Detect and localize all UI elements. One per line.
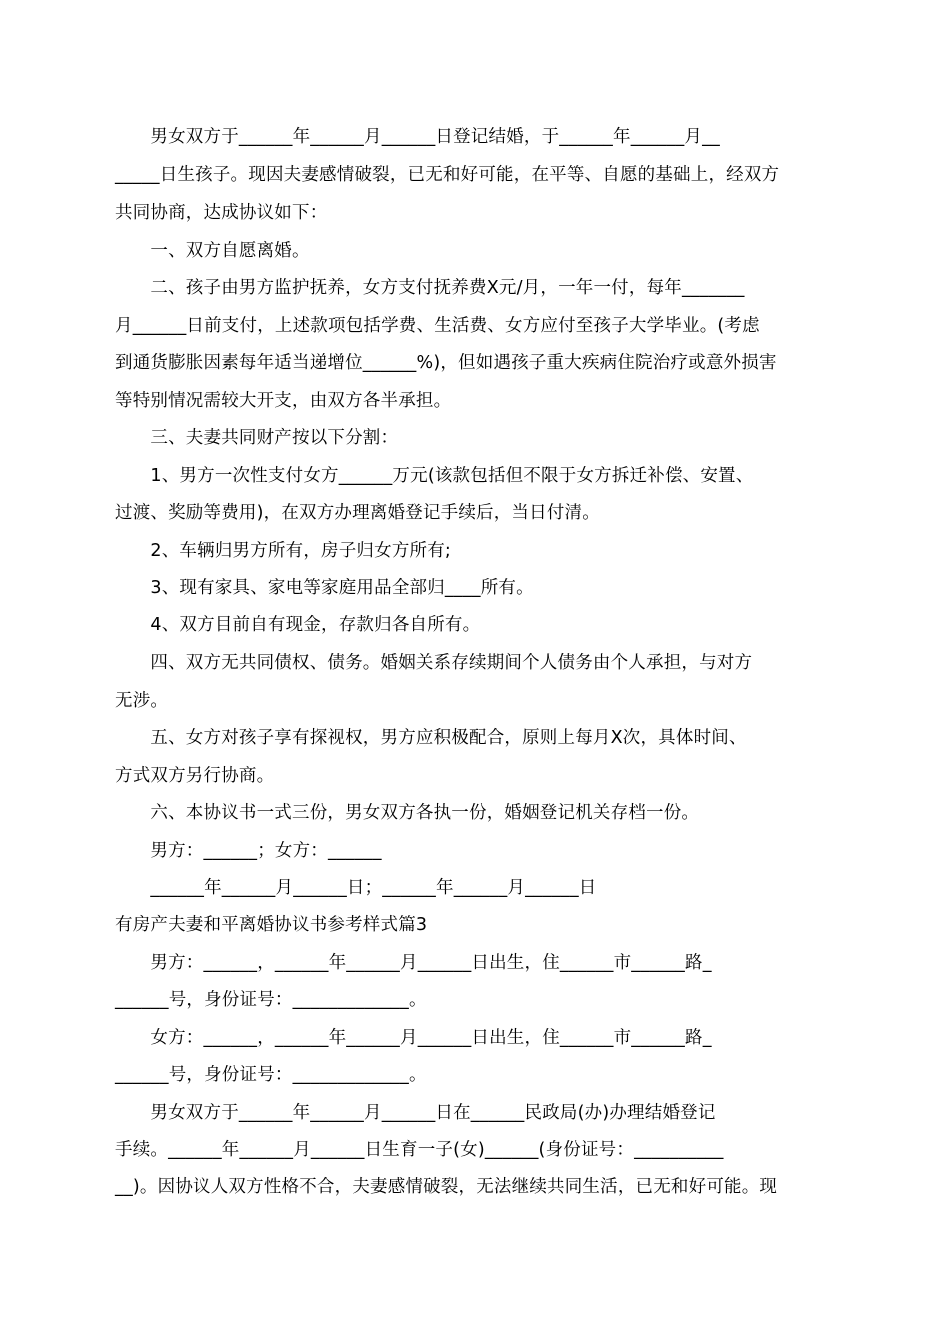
text-line: ______号，身份证号：_____________。 [115, 990, 427, 1010]
text-line: 男方：______，______年______月______日出生，住______市______路_ [115, 953, 712, 973]
text-line: 过渡、奖励等费用)，在双方办理离婚登记手续后，当日付清。 [115, 503, 600, 523]
text-line: 六、本协议书一式三份，男女双方各执一份，婚姻登记机关存档一份。 [115, 803, 700, 823]
signature-line: 男方：______；女方：______ [115, 841, 382, 861]
text-line: 4、双方目前自有现金，存款归各自所有。 [115, 615, 481, 635]
text-line: 手续。______年______月______日生育一子(女)______(身份证号：__________ [115, 1140, 724, 1160]
text-line: 女方：______，______年______月______日出生，住______市______路_ [115, 1028, 712, 1048]
text-line: 2、车辆归男方所有，房子归女方所有; [115, 541, 452, 561]
text-line: 四、双方无共同债权、债务。婚姻关系存续期间个人债务由个人承担，与对方 [115, 653, 753, 673]
text-line: 等特别情况需较大开支，由双方各半承担。 [115, 391, 452, 411]
text-line: __)。因协议人双方性格不合，夫妻感情破裂，无法继续共同生活，已无和好可能。现 [115, 1177, 778, 1197]
text-line: ______号，身份证号：_____________。 [115, 1065, 427, 1085]
text-line: 月______日前支付，上述款项包括学费、生活费、女方应付至孩子大学毕业。(考虑 [115, 316, 760, 336]
text-line: 方式双方另行协商。 [115, 766, 275, 786]
text-line: 1、男方一次性支付女方______万元(该款包括但不限于女方拆迁补偿、安置、 [115, 466, 754, 486]
text-line: 到通货膨胀因素每年适当递增位______%)，但如遇孩子重大疾病住院治疗或意外损害 [115, 353, 777, 373]
text-line: 五、女方对孩子享有探视权，男方应积极配合，原则上每月X次，具体时间、 [115, 728, 747, 748]
text-line: 3、现有家具、家电等家庭用品全部归____所有。 [115, 578, 534, 598]
text-line: 二、孩子由男方监护抚养，女方支付抚养费X元/月，一年一付，每年_______ [115, 278, 745, 298]
date-line: ______年______月______日；______年______月______日 [115, 878, 597, 898]
text-line: 男女双方于______年______月______日在______民政局(办)办理结婚登记 [115, 1103, 716, 1123]
text-line: 男女双方于______年______月______日登记结婚，于______年______月__ [115, 127, 720, 147]
text-line: _____日生孩子。现因夫妻感情破裂，已无和好可能，在平等、自愿的基础上，经双方 [115, 165, 780, 185]
text-line: 无涉。 [115, 691, 169, 711]
section-heading: 有房产夫妻和平离婚协议书参考样式篇3 [115, 915, 428, 935]
text-line: 三、夫妻共同财产按以下分割： [115, 428, 399, 448]
text-line: 共同协商，达成协议如下： [115, 203, 328, 223]
text-line: 一、双方自愿离婚。 [115, 241, 310, 261]
